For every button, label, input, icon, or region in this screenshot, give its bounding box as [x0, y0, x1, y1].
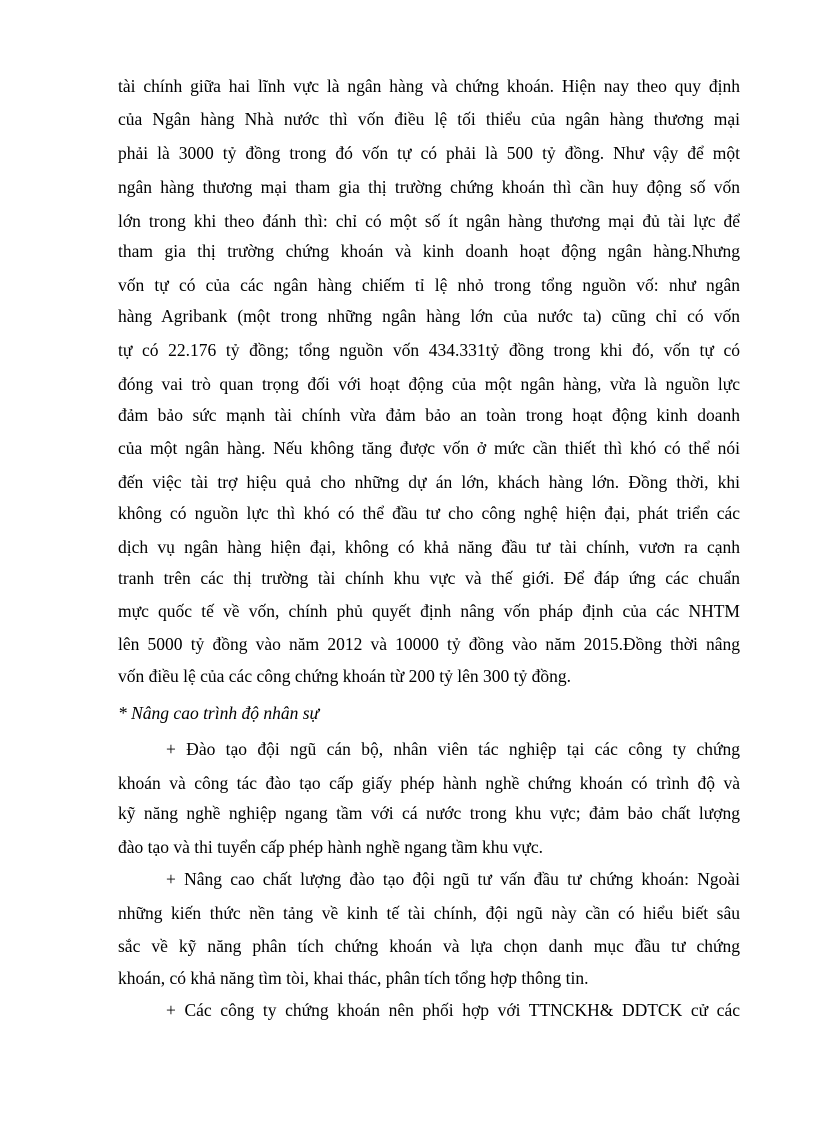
list-item-line: kỹ năng nghề nghiệp ngang tầm với cá nước trong khu vực; đảm bảo chất lượng [118, 803, 740, 823]
list-item-line: + Các công ty chứng khoán nên phối hợp với TTNCKH& DDTCK cử các [166, 1000, 740, 1020]
list-item-line: sắc về kỹ năng phân tích chứng khoán và lựa chọn danh mục đầu tư chứng [118, 936, 740, 956]
paragraph-line: dịch vụ ngân hàng hiện đại, không có khả năng đầu tư tài chính, vươn ra cạnh [118, 537, 740, 557]
paragraph-line: tự có 22.176 tỷ đồng; tổng nguồn vốn 434.331tỷ đồng trong khi đó, vốn tự có [118, 340, 740, 360]
paragraph-line: lớn trong khi theo đánh thì: chỉ có một số ít ngân hàng thương mại đủ tài lực để [118, 211, 740, 231]
paragraph-line: của Ngân hàng Nhà nước thì vốn điều lệ tối thiểu của ngân hàng thương mại [118, 109, 740, 129]
paragraph-line: phải là 3000 tỷ đồng trong đó vốn tự có phải là 500 tỷ đồng. Như vậy để một [118, 143, 740, 163]
list-item-line: + Đào tạo đội ngũ cán bộ, nhân viên tác nghiệp tại các công ty chứng [166, 739, 740, 759]
paragraph-line: đến việc tài trợ hiệu quả cho những dự án lớn, khách hàng lớn. Đồng thời, khi [118, 472, 740, 492]
paragraph-line: vốn điều lệ của các công chứng khoán từ 200 tỷ lên 300 tỷ đồng. [118, 666, 571, 686]
paragraph-line: mực quốc tế về vốn, chính phủ quyết định nâng vốn pháp định của các NHTM [118, 601, 740, 621]
paragraph-line: đảm bảo sức mạnh tài chính vừa đảm bảo an toàn trong hoạt động kinh doanh [118, 405, 740, 425]
paragraph-line: tranh trên các thị trường tài chính khu vực và thế giới. Để đáp ứng các chuẩn [118, 568, 740, 588]
paragraph-line: vốn tự có của các ngân hàng chiếm tỉ lệ nhỏ trong tổng nguồn vố: như ngân [118, 275, 740, 295]
list-item-line: đào tạo và thi tuyển cấp phép hành nghề ngang tầm khu vực. [118, 837, 543, 857]
list-item-line: những kiến thức nền tảng về kinh tế tài chính, đội ngũ này cần có hiểu biết sâu [118, 903, 740, 923]
paragraph-line: của một ngân hàng. Nếu không tăng được vốn ở mức cần thiết thì khó có thể nói [118, 438, 740, 458]
paragraph-line: không có nguồn lực thì khó có thể đầu tư cho công nghệ hiện đại, phát triển các [118, 503, 740, 523]
paragraph-line: tham gia thị trường chứng khoán và kinh doanh hoạt động ngân hàng.Nhưng [118, 241, 740, 261]
paragraph-line: hàng Agribank (một trong những ngân hàng lớn của nước ta) cũng chỉ có vốn [118, 306, 740, 326]
paragraph-line: đóng vai trò quan trọng đối với hoạt động của một ngân hàng, vừa là nguồn lực [118, 374, 740, 394]
paragraph-line: lên 5000 tỷ đồng vào năm 2012 và 10000 tỷ đồng vào năm 2015.Đồng thời nâng [118, 634, 740, 654]
list-item-line: khoán và công tác đào tạo cấp giấy phép hành nghề chứng khoán có trình độ và [118, 773, 740, 793]
list-item-line: khoán, có khả năng tìm tòi, khai thác, phân tích tổng hợp thông tin. [118, 968, 589, 988]
paragraph-line: tài chính giữa hai lĩnh vực là ngân hàng và chứng khoán. Hiện nay theo quy định [118, 76, 740, 96]
list-item-line: + Nâng cao chất lượng đào tạo đội ngũ tư vấn đầu tư chứng khoán: Ngoài [166, 869, 740, 889]
section-heading: * Nâng cao trình độ nhân sự [118, 703, 320, 723]
paragraph-line: ngân hàng thương mại tham gia thị trường chứng khoán thì cần huy động số vốn [118, 177, 740, 197]
